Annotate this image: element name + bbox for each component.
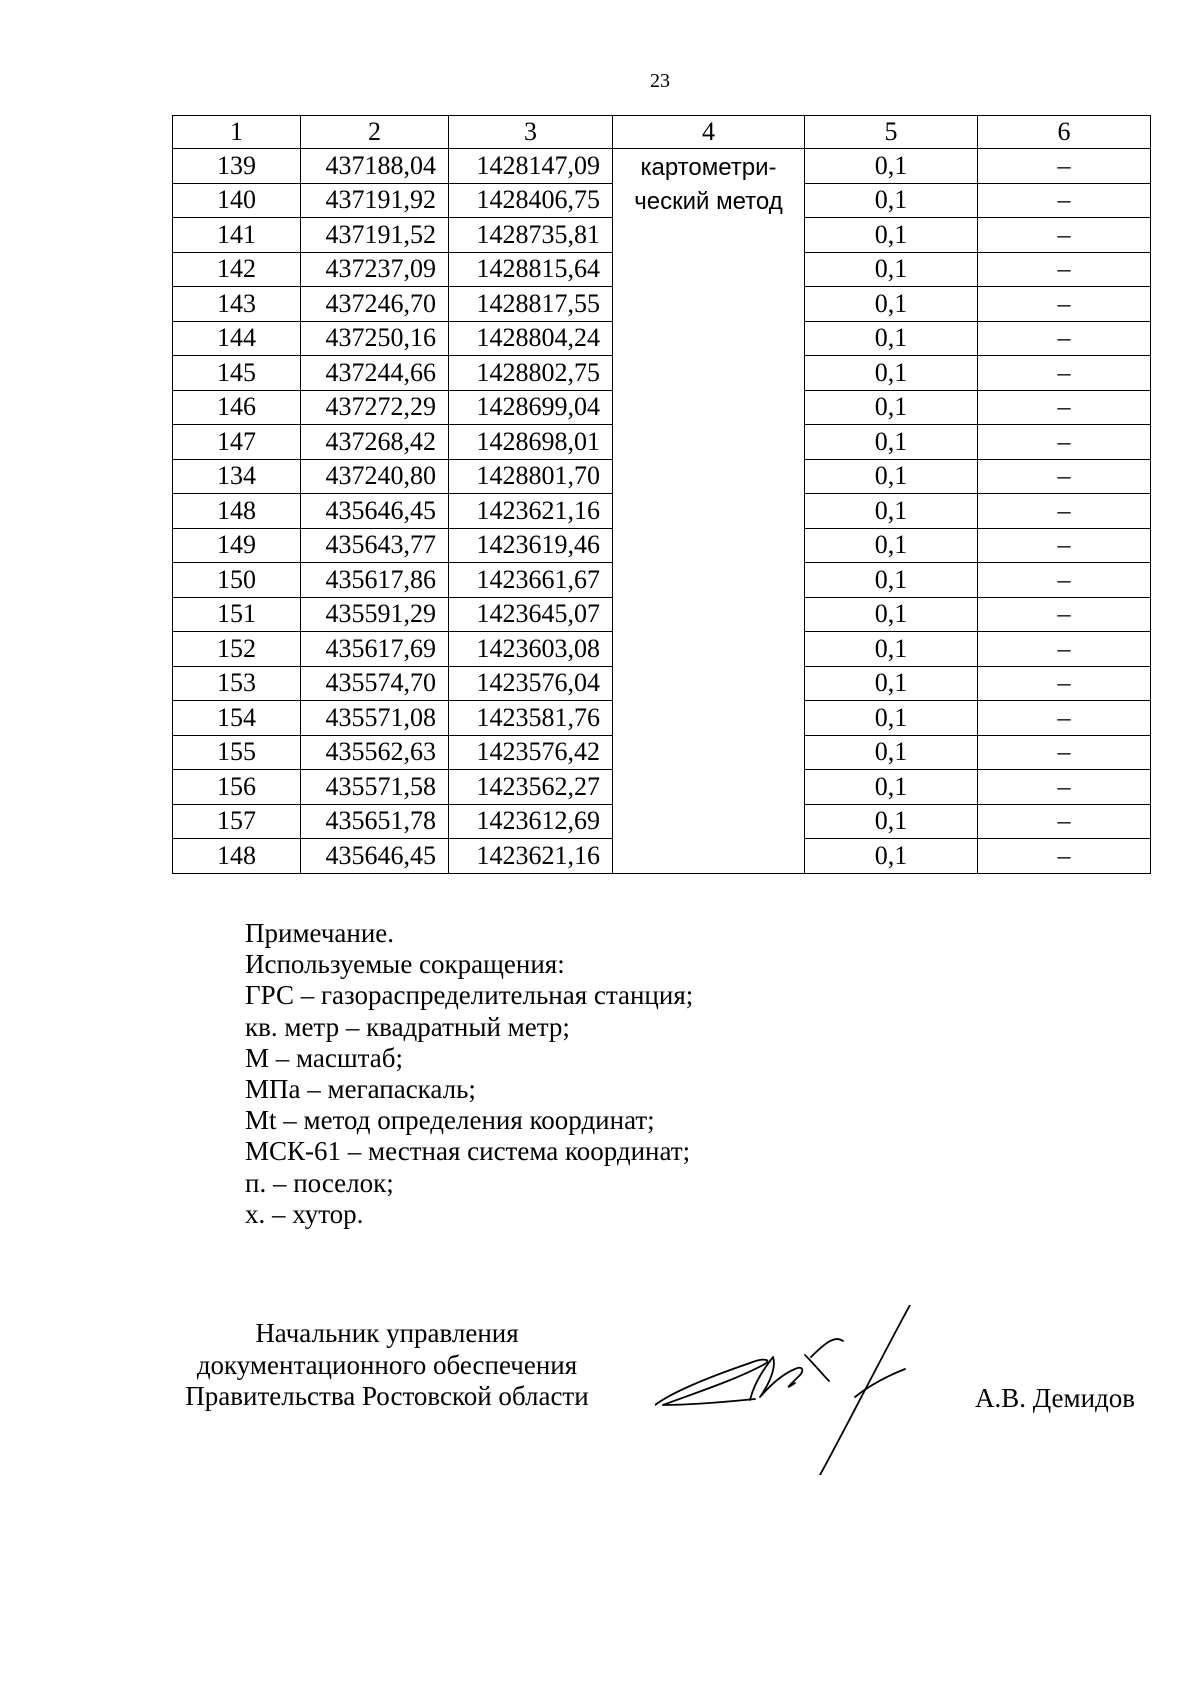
x-coordinate-cell: 437237,09 — [301, 252, 449, 287]
header-col-5: 5 — [805, 116, 978, 149]
dash-cell: – — [978, 252, 1151, 287]
accuracy-cell: 0,1 — [805, 563, 978, 598]
accuracy-cell: 0,1 — [805, 701, 978, 736]
signer-name: А.В. Демидов — [975, 1383, 1136, 1413]
accuracy-cell: 0,1 — [805, 735, 978, 770]
point-number-cell: 140 — [173, 183, 301, 218]
y-coordinate-cell: 1423645,07 — [449, 597, 613, 632]
point-number-cell: 152 — [173, 632, 301, 667]
note-line: Используемые сокращения: — [245, 949, 565, 980]
accuracy-cell: 0,1 — [805, 149, 978, 184]
y-coordinate-cell: 1423621,16 — [449, 839, 613, 874]
note-line: МСК-61 – местная система координат; — [245, 1136, 691, 1167]
y-coordinate-cell: 1428801,70 — [449, 459, 613, 494]
dash-cell: – — [978, 425, 1151, 460]
accuracy-cell: 0,1 — [805, 252, 978, 287]
x-coordinate-cell: 437191,52 — [301, 218, 449, 253]
y-coordinate-cell: 1423612,69 — [449, 804, 613, 839]
accuracy-cell: 0,1 — [805, 459, 978, 494]
y-coordinate-cell: 1428804,24 — [449, 321, 613, 356]
x-coordinate-cell: 435571,58 — [301, 770, 449, 805]
accuracy-cell: 0,1 — [805, 390, 978, 425]
point-number-cell: 144 — [173, 321, 301, 356]
point-number-cell: 141 — [173, 218, 301, 253]
handwritten-signature — [655, 1305, 935, 1475]
dash-cell: – — [978, 321, 1151, 356]
x-coordinate-cell: 437268,42 — [301, 425, 449, 460]
page-number: 23 — [650, 70, 670, 92]
x-coordinate-cell: 437244,66 — [301, 356, 449, 391]
dash-cell: – — [978, 839, 1151, 874]
accuracy-cell: 0,1 — [805, 494, 978, 529]
point-number-cell: 148 — [173, 494, 301, 529]
y-coordinate-cell: 1423619,46 — [449, 528, 613, 563]
dash-cell: – — [978, 287, 1151, 322]
point-number-cell: 154 — [173, 701, 301, 736]
point-number-cell: 148 — [173, 839, 301, 874]
note-line: Mt – метод определения координат; — [245, 1105, 655, 1136]
note-line: х. – хутор. — [245, 1198, 364, 1229]
note-line: М – масштаб; — [245, 1042, 404, 1073]
point-number-cell: 151 — [173, 597, 301, 632]
y-coordinate-cell: 1423603,08 — [449, 632, 613, 667]
accuracy-cell: 0,1 — [805, 183, 978, 218]
point-number-cell: 157 — [173, 804, 301, 839]
position-line: Правительства Ростовской области — [185, 1381, 589, 1411]
x-coordinate-cell: 435651,78 — [301, 804, 449, 839]
point-number-cell: 145 — [173, 356, 301, 391]
x-coordinate-cell: 435646,45 — [301, 494, 449, 529]
accuracy-cell: 0,1 — [805, 287, 978, 322]
x-coordinate-cell: 435571,08 — [301, 701, 449, 736]
dash-cell: – — [978, 356, 1151, 391]
note-line: кв. метр – квадратный метр; — [245, 1011, 570, 1042]
y-coordinate-cell: 1428699,04 — [449, 390, 613, 425]
x-coordinate-cell: 435617,69 — [301, 632, 449, 667]
accuracy-cell: 0,1 — [805, 770, 978, 805]
accuracy-cell: 0,1 — [805, 425, 978, 460]
note-line: МПа – мегапаскаль; — [245, 1074, 476, 1105]
y-coordinate-cell: 1428815,64 — [449, 252, 613, 287]
header-col-3: 3 — [449, 116, 613, 149]
y-coordinate-cell: 1423661,67 — [449, 563, 613, 598]
y-coordinate-cell: 1423576,42 — [449, 735, 613, 770]
x-coordinate-cell: 437240,80 — [301, 459, 449, 494]
dash-cell: – — [978, 632, 1151, 667]
y-coordinate-cell: 1423576,04 — [449, 666, 613, 701]
point-number-cell: 147 — [173, 425, 301, 460]
point-number-cell: 153 — [173, 666, 301, 701]
dash-cell: – — [978, 390, 1151, 425]
accuracy-cell: 0,1 — [805, 528, 978, 563]
y-coordinate-cell: 1428698,01 — [449, 425, 613, 460]
y-coordinate-cell: 1423562,27 — [449, 770, 613, 805]
x-coordinate-cell: 435574,70 — [301, 666, 449, 701]
point-number-cell: 150 — [173, 563, 301, 598]
x-coordinate-cell: 435617,86 — [301, 563, 449, 598]
x-coordinate-cell: 437191,92 — [301, 183, 449, 218]
accuracy-cell: 0,1 — [805, 597, 978, 632]
y-coordinate-cell: 1428735,81 — [449, 218, 613, 253]
dash-cell: – — [978, 528, 1151, 563]
note-line: ГРС – газораспределительная станция; — [245, 980, 694, 1011]
dash-cell: – — [978, 218, 1151, 253]
dash-cell: – — [978, 149, 1151, 184]
point-number-cell: 139 — [173, 149, 301, 184]
dash-cell: – — [978, 459, 1151, 494]
dash-cell: – — [978, 597, 1151, 632]
note-section — [245, 918, 693, 1230]
dash-cell: – — [978, 735, 1151, 770]
dash-cell: – — [978, 770, 1151, 805]
accuracy-cell: 0,1 — [805, 804, 978, 839]
accuracy-cell: 0,1 — [805, 321, 978, 356]
x-coordinate-cell: 435646,45 — [301, 839, 449, 874]
dash-cell: – — [978, 183, 1151, 218]
header-col-6: 6 — [978, 116, 1151, 149]
y-coordinate-cell: 1428147,09 — [449, 149, 613, 184]
accuracy-cell: 0,1 — [805, 218, 978, 253]
point-number-cell: 155 — [173, 735, 301, 770]
point-number-cell: 143 — [173, 287, 301, 322]
header-col-1: 1 — [173, 116, 301, 149]
x-coordinate-cell: 435562,63 — [301, 735, 449, 770]
method-cell: картометри- ческий метод — [613, 149, 805, 874]
y-coordinate-cell: 1428817,55 — [449, 287, 613, 322]
dash-cell: – — [978, 494, 1151, 529]
x-coordinate-cell: 437188,04 — [301, 149, 449, 184]
y-coordinate-cell: 1428802,75 — [449, 356, 613, 391]
y-coordinate-cell: 1423581,76 — [449, 701, 613, 736]
note-title: Примечание. — [245, 918, 395, 948]
y-coordinate-cell: 1428406,75 — [449, 183, 613, 218]
note-line: п. – поселок; — [245, 1167, 394, 1198]
x-coordinate-cell: 435643,77 — [301, 528, 449, 563]
accuracy-cell: 0,1 — [805, 632, 978, 667]
accuracy-cell: 0,1 — [805, 839, 978, 874]
coordinates-table — [172, 115, 1151, 874]
accuracy-cell: 0,1 — [805, 666, 978, 701]
signatory-position — [172, 1318, 602, 1413]
x-coordinate-cell: 435591,29 — [301, 597, 449, 632]
x-coordinate-cell: 437246,70 — [301, 287, 449, 322]
header-col-4: 4 — [613, 116, 805, 149]
point-number-cell: 146 — [173, 390, 301, 425]
dash-cell: – — [978, 666, 1151, 701]
x-coordinate-cell: 437272,29 — [301, 390, 449, 425]
accuracy-cell: 0,1 — [805, 356, 978, 391]
header-col-2: 2 — [301, 116, 449, 149]
position-line: документационного обеспечения — [196, 1349, 578, 1380]
table-header-row — [173, 116, 1151, 149]
table-row — [173, 149, 1151, 184]
y-coordinate-cell: 1423621,16 — [449, 494, 613, 529]
position-line: Начальник управления — [255, 1318, 519, 1348]
x-coordinate-cell: 437250,16 — [301, 321, 449, 356]
point-number-cell: 156 — [173, 770, 301, 805]
point-number-cell: 134 — [173, 459, 301, 494]
dash-cell: – — [978, 563, 1151, 598]
point-number-cell: 149 — [173, 528, 301, 563]
dash-cell: – — [978, 804, 1151, 839]
point-number-cell: 142 — [173, 252, 301, 287]
dash-cell: – — [978, 701, 1151, 736]
